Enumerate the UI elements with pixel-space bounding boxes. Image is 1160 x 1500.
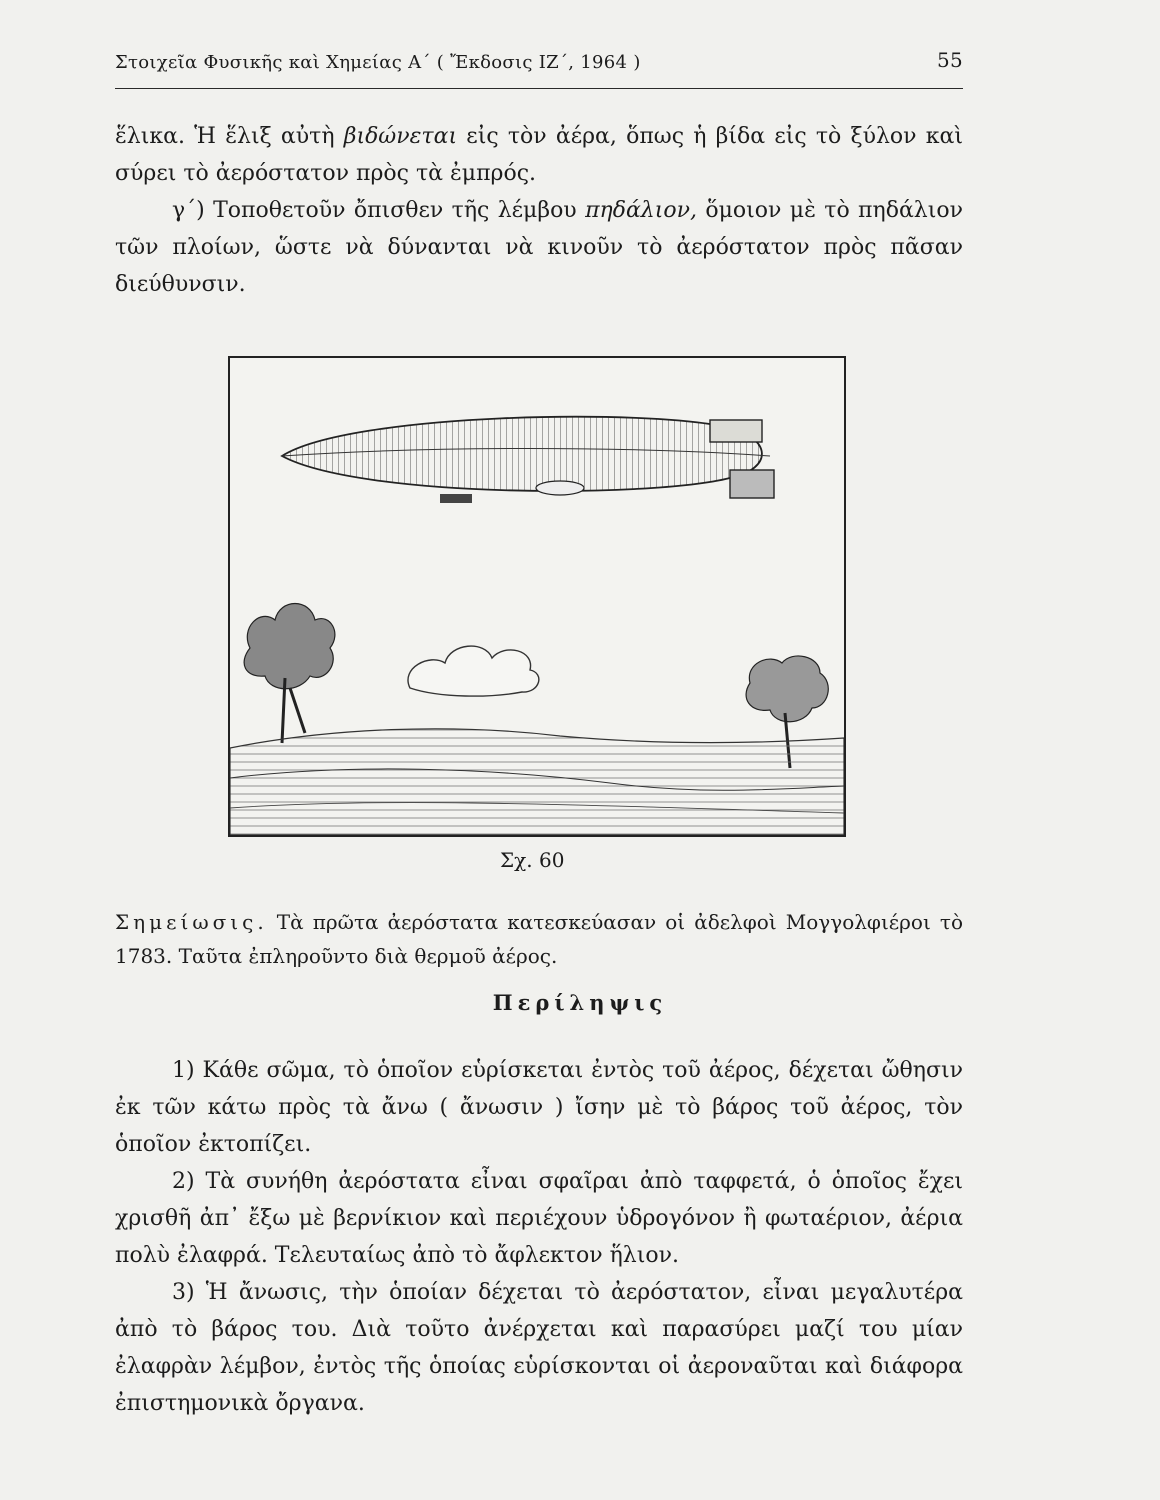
body-text xyxy=(115,118,963,303)
p1-emphasis: βιδώνεται xyxy=(343,124,458,149)
p1-start: ἕλικα. Ἡ ἕλιξ αὐτὴ xyxy=(115,124,344,149)
p1-end: εἰς τὸν ἀέρα, ὅπως ἡ βίδα εἰς τὸ ξύλον καὶ σύρει τὸ ἀερόστατον πρὸς τὰ ἐμπρός. xyxy=(115,124,963,186)
header-title: Στοιχεῖα Φυσικῆς καὶ Χημείας Α΄ ( Ἔκδοσις ΙΖ΄, 1964 ) xyxy=(115,52,641,73)
tree-left-icon xyxy=(244,604,335,744)
landscape-hills xyxy=(230,729,844,835)
summary-item: 3) Ἡ ἄνωσις, τὴν ὁποίαν δέχεται τὸ ἀερόστατον, εἶναι μεγαλυτέρα ἀπὸ τὸ βάρος του. Διὰ τοῦτο ἀνέρχεται καὶ παρασύρει μαζί του μίαν ἐλαφρὰν λέμβον, ἐντὸς τῆς ὁποίας εὑρίσκονται οἱ ἀεροναῦται καὶ διάφορα ἐπιστημονικὰ ὄργανα. xyxy=(115,1280,963,1416)
summary-list xyxy=(115,1052,963,1422)
cloud-icon xyxy=(408,646,539,696)
figure-caption: Σχ. 60 xyxy=(500,848,565,872)
running-header xyxy=(115,48,963,89)
zeppelin-icon xyxy=(282,417,774,503)
paragraph-propeller xyxy=(115,118,963,192)
paragraph-rudder xyxy=(115,192,963,303)
airship-landscape-drawing xyxy=(230,358,844,835)
note-label: Σημείωσις. xyxy=(115,910,268,934)
summary-item: 1) Κάθε σῶμα, τὸ ὁποῖον εὑρίσκεται ἐντὸς τοῦ ἀέρος, δέχεται ὤθησιν ἐκ τῶν κάτω πρὸς τὰ ἄνω ( ἄνωσιν ) ἴσην μὲ τὸ βάρος τοῦ ἀέρος, τὸν ὁποῖον ἐκτοπίζει. xyxy=(115,1058,963,1157)
p2-start: γ΄) Τοποθετοῦν ὄπισθεν τῆς λέμβου xyxy=(172,198,586,223)
figure-airship-illustration xyxy=(228,356,846,837)
p2-end: ὅμοιον μὲ τὸ πηδάλιον τῶν πλοίων, ὥστε νὰ δύνανται νὰ κινοῦν τὸ ἀερόστατον πρὸς πᾶσαν διεύθυνσιν. xyxy=(115,198,963,297)
note-text: Τὰ πρῶτα ἀερόστατα κατεσκεύασαν οἱ ἀδελφοὶ Μογγολφιέροι τὸ 1783. Ταῦτα ἐπληροῦντο διὰ θερμοῦ ἀέρος. xyxy=(115,910,963,968)
note-paragraph xyxy=(115,905,963,973)
summary-heading: Περίληψις xyxy=(492,990,668,1015)
summary-item: 2) Τὰ συνήθη ἀερόστατα εἶναι σφαῖραι ἀπὸ ταφφετά, ὁ ὁποῖος ἔχει χρισθῆ ἀπ᾽ ἔξω μὲ βερνίκιον καὶ περιέχουν ὑδρογόνον ἢ φωταέριον, ἀέρια πολὺ ἐλαφρά. Τελευταίως ἀπὸ τὸ ἄφλεκτον ἥλιον. xyxy=(115,1169,963,1268)
page-number: 55 xyxy=(936,48,963,72)
p2-emphasis: πηδάλιον, xyxy=(585,198,697,223)
